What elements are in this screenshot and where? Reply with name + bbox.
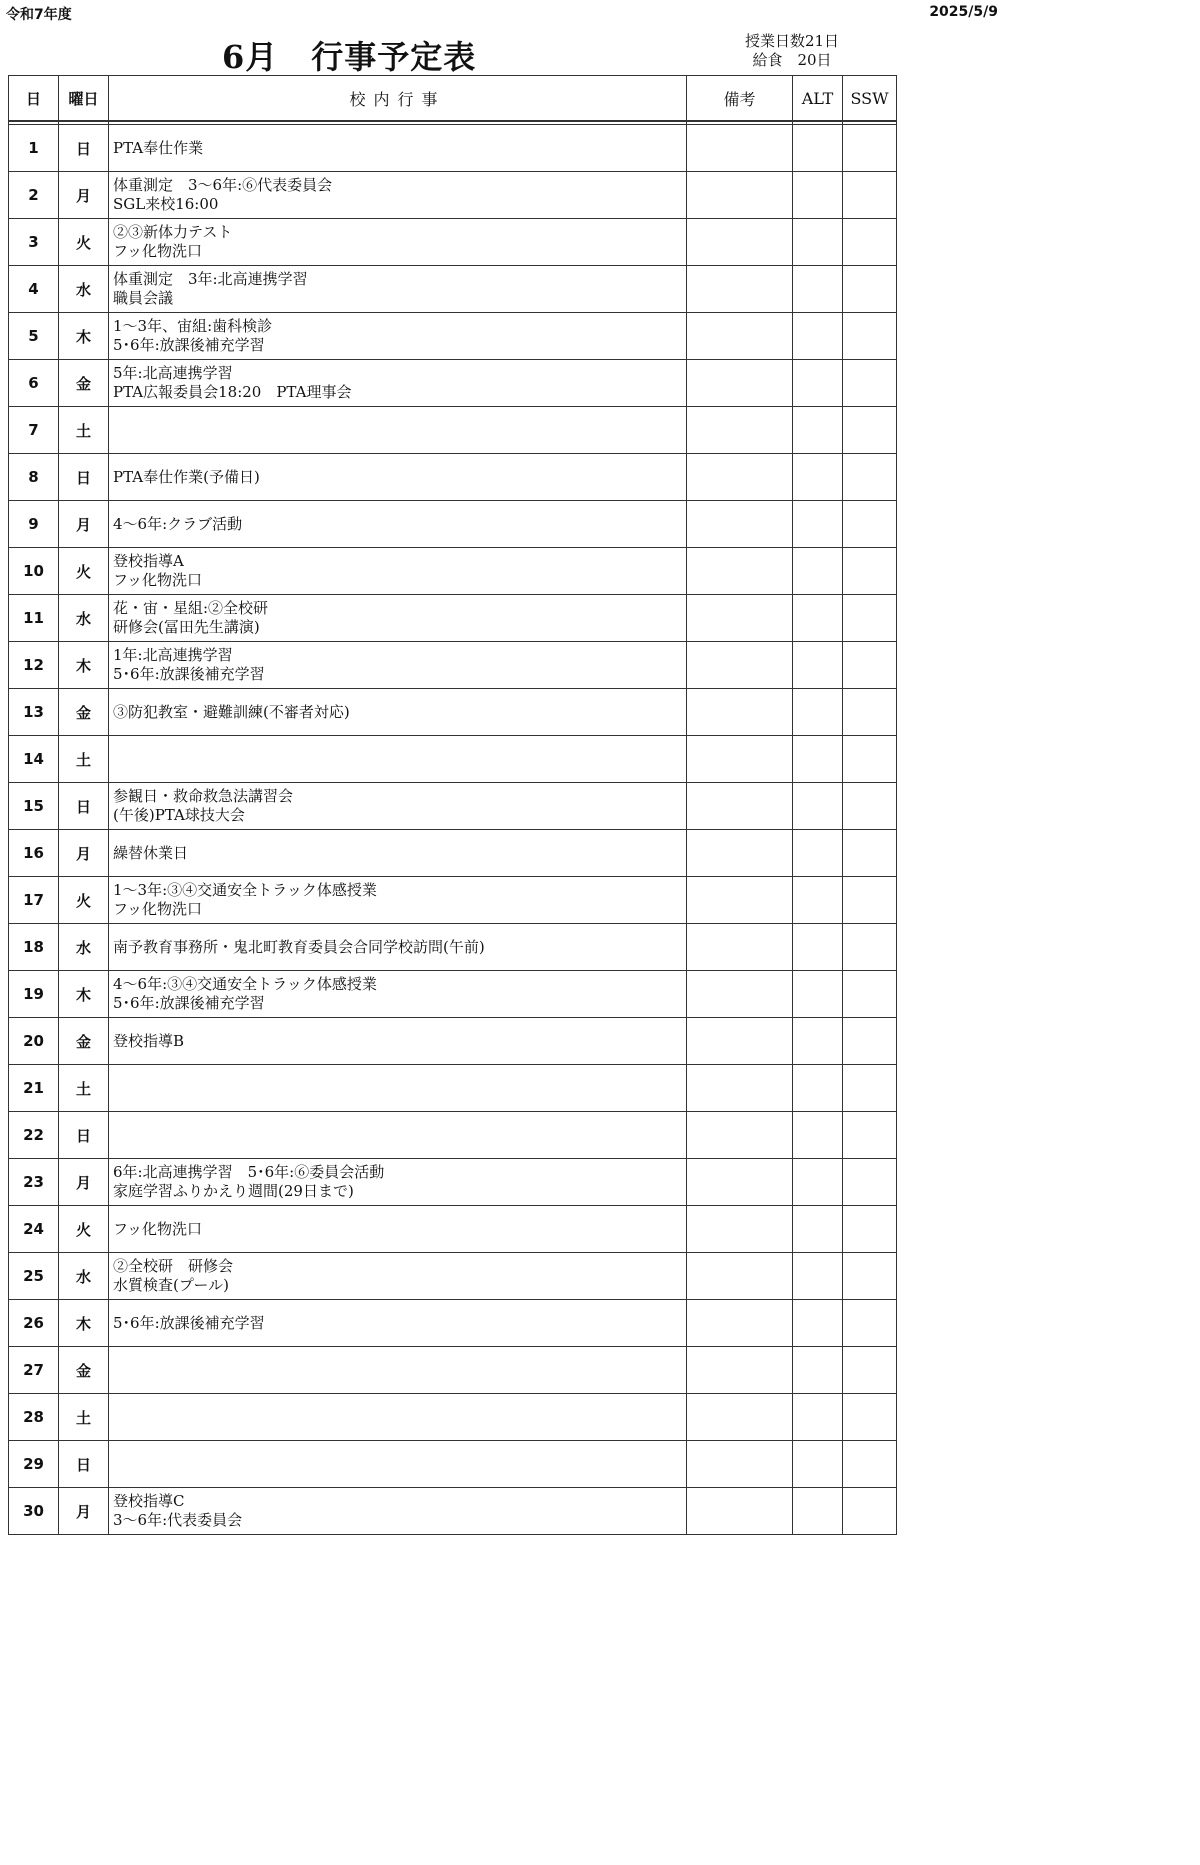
issue-date: 2025/5/9	[929, 4, 998, 20]
event-line: 研修会(冨田先生講演)	[113, 618, 260, 636]
notes-cell	[687, 172, 793, 219]
ssw-cell	[843, 1159, 897, 1206]
table-row	[9, 595, 897, 642]
event-line: 6年:北高連携学習 5･6年:⑥委員会活動	[113, 1163, 385, 1181]
ssw-cell	[843, 266, 897, 313]
table-row	[9, 548, 897, 595]
event-line: 1～3年:③④交通安全トラック体感授業	[113, 881, 377, 899]
day-cell: 20	[9, 1018, 59, 1065]
page-title: 6月 行事予定表	[222, 38, 477, 76]
day-cell: 23	[9, 1159, 59, 1206]
weekday-cell: 火	[59, 548, 109, 595]
events-cell	[109, 360, 687, 407]
weekday-cell: 火	[59, 877, 109, 924]
ssw-cell	[843, 172, 897, 219]
table-row	[9, 172, 897, 219]
table-row	[9, 1394, 897, 1441]
ssw-cell	[843, 689, 897, 736]
day-cell: 9	[9, 501, 59, 548]
table-row	[9, 783, 897, 830]
alt-cell	[793, 1347, 843, 1394]
alt-cell	[793, 266, 843, 313]
event-line: ②全校研 研修会	[113, 1257, 234, 1275]
table-row	[9, 736, 897, 783]
class-days: 授業日数21日	[744, 32, 840, 50]
day-cell: 27	[9, 1347, 59, 1394]
alt-cell	[793, 1488, 843, 1535]
table-row	[9, 1018, 897, 1065]
event-line: 体重測定 3～6年:⑥代表委員会	[113, 176, 333, 194]
events-cell	[109, 595, 687, 642]
day-cell: 2	[9, 172, 59, 219]
ssw-cell	[843, 924, 897, 971]
event-line: 南予教育事務所・鬼北町教育委員会合同学校訪問(午前)	[113, 937, 485, 956]
table-row	[9, 1253, 897, 1300]
events-cell	[109, 172, 687, 219]
events-cell	[109, 1206, 687, 1253]
alt-cell	[793, 1018, 843, 1065]
ssw-cell	[843, 1300, 897, 1347]
event-line: 5年:北高連携学習	[113, 364, 233, 382]
table-row	[9, 407, 897, 454]
weekday-cell: 土	[59, 407, 109, 454]
table-row	[9, 971, 897, 1018]
events-cell	[109, 689, 687, 736]
weekday-cell: 月	[59, 1488, 109, 1535]
weekday-cell: 水	[59, 1253, 109, 1300]
events-cell	[109, 1441, 687, 1488]
event-line: 4～6年:クラブ活動	[113, 514, 243, 533]
ssw-cell	[843, 1206, 897, 1253]
alt-cell	[793, 924, 843, 971]
event-line: (午後)PTA球技大会	[113, 806, 245, 824]
event-line: 参観日・救命救急法講習会	[113, 787, 294, 805]
weekday-cell: 日	[59, 783, 109, 830]
events-cell	[109, 1347, 687, 1394]
weekday-cell: 木	[59, 1300, 109, 1347]
events-cell	[109, 1253, 687, 1300]
weekday-cell: 月	[59, 830, 109, 877]
ssw-cell	[843, 971, 897, 1018]
weekday-cell: 金	[59, 689, 109, 736]
event-line: フッ化物洗口	[113, 571, 202, 589]
weekday-cell: 金	[59, 360, 109, 407]
events-cell	[109, 1488, 687, 1535]
ssw-cell	[843, 501, 897, 548]
events-cell	[109, 783, 687, 830]
day-cell: 19	[9, 971, 59, 1018]
header-row	[9, 76, 897, 122]
event-line: 5･6年:放課後補充学習	[113, 336, 265, 354]
notes-cell	[687, 1206, 793, 1253]
events-cell	[109, 971, 687, 1018]
day-cell: 11	[9, 595, 59, 642]
notes-cell	[687, 501, 793, 548]
events-cell	[109, 454, 687, 501]
day-cell: 15	[9, 783, 59, 830]
table-row	[9, 924, 897, 971]
day-cell: 30	[9, 1488, 59, 1535]
notes-cell	[687, 689, 793, 736]
schedule-body	[9, 125, 897, 1535]
weekday-cell: 土	[59, 1394, 109, 1441]
event-line: PTA広報委員会18:20 PTA理事会	[113, 383, 352, 401]
alt-cell	[793, 642, 843, 689]
event-line: 4～6年:③④交通安全トラック体感授業	[113, 975, 377, 993]
notes-cell	[687, 266, 793, 313]
alt-cell	[793, 501, 843, 548]
weekday-cell: 土	[59, 1065, 109, 1112]
day-cell: 12	[9, 642, 59, 689]
table-row	[9, 877, 897, 924]
table-row	[9, 219, 897, 266]
notes-cell	[687, 219, 793, 266]
alt-cell	[793, 1159, 843, 1206]
event-line: 家庭学習ふりかえり週間(29日まで)	[113, 1182, 354, 1200]
day-cell: 6	[9, 360, 59, 407]
events-cell	[109, 548, 687, 595]
events-cell	[109, 1300, 687, 1347]
ssw-cell	[843, 548, 897, 595]
event-line: フッ化物洗口	[113, 900, 202, 918]
day-cell: 17	[9, 877, 59, 924]
ssw-cell	[843, 877, 897, 924]
events-cell	[109, 1394, 687, 1441]
day-cell: 13	[9, 689, 59, 736]
table-row	[9, 1159, 897, 1206]
table-row	[9, 501, 897, 548]
notes-cell	[687, 1112, 793, 1159]
event-line: 1～3年、宙組:歯科検診	[113, 317, 273, 335]
events-cell	[109, 266, 687, 313]
event-line: 繰替休業日	[113, 843, 189, 862]
event-line: ②③新体力テスト	[113, 223, 233, 241]
weekday-cell: 金	[59, 1347, 109, 1394]
events-cell	[109, 1159, 687, 1206]
table-row	[9, 642, 897, 689]
alt-cell	[793, 783, 843, 830]
events-cell	[109, 642, 687, 689]
weekday-cell: 金	[59, 1018, 109, 1065]
ssw-cell	[843, 1394, 897, 1441]
events-cell	[109, 313, 687, 360]
weekday-cell: 日	[59, 1441, 109, 1488]
event-line: 職員会議	[113, 289, 174, 307]
events-cell	[109, 501, 687, 548]
events-cell	[109, 877, 687, 924]
col-weekday-header: 曜日	[59, 76, 109, 122]
ssw-cell	[843, 407, 897, 454]
events-cell	[109, 736, 687, 783]
weekday-cell: 木	[59, 971, 109, 1018]
col-events-header: 校内行事	[109, 76, 687, 122]
notes-cell	[687, 642, 793, 689]
day-cell: 18	[9, 924, 59, 971]
event-line: フッ化物洗口	[113, 1219, 202, 1238]
notes-cell	[687, 736, 793, 783]
alt-cell	[793, 219, 843, 266]
notes-cell	[687, 783, 793, 830]
day-cell: 25	[9, 1253, 59, 1300]
notes-cell	[687, 830, 793, 877]
notes-cell	[687, 1018, 793, 1065]
alt-cell	[793, 454, 843, 501]
table-row	[9, 313, 897, 360]
events-cell	[109, 219, 687, 266]
ssw-cell	[843, 1018, 897, 1065]
alt-cell	[793, 595, 843, 642]
table-row	[9, 1347, 897, 1394]
event-line: 5･6年:放課後補充学習	[113, 994, 265, 1012]
ssw-cell	[843, 736, 897, 783]
alt-cell	[793, 125, 843, 172]
alt-cell	[793, 1441, 843, 1488]
alt-cell	[793, 360, 843, 407]
col-notes-header: 備考	[687, 76, 793, 122]
notes-cell	[687, 971, 793, 1018]
event-line: フッ化物洗口	[113, 242, 202, 260]
table-row	[9, 360, 897, 407]
notes-cell	[687, 877, 793, 924]
alt-cell	[793, 1206, 843, 1253]
day-cell: 29	[9, 1441, 59, 1488]
table-row	[9, 1065, 897, 1112]
alt-cell	[793, 971, 843, 1018]
weekday-cell: 水	[59, 924, 109, 971]
event-line: 水質検査(プール)	[113, 1276, 229, 1294]
event-line: PTA奉仕作業(予備日)	[113, 467, 260, 486]
weekday-cell: 日	[59, 454, 109, 501]
day-cell: 5	[9, 313, 59, 360]
day-cell: 21	[9, 1065, 59, 1112]
notes-cell	[687, 407, 793, 454]
alt-cell	[793, 172, 843, 219]
col-day-header: 日	[9, 76, 59, 122]
alt-cell	[793, 1394, 843, 1441]
weekday-cell: 木	[59, 642, 109, 689]
table-row	[9, 830, 897, 877]
weekday-cell: 土	[59, 736, 109, 783]
notes-cell	[687, 1488, 793, 1535]
table-row	[9, 266, 897, 313]
events-cell	[109, 125, 687, 172]
event-line: 登校指導A	[113, 552, 184, 570]
table-row	[9, 689, 897, 736]
events-cell	[109, 407, 687, 454]
table-row	[9, 1112, 897, 1159]
notes-cell	[687, 1441, 793, 1488]
event-line: ③防犯教室・避難訓練(不審者対応)	[113, 702, 350, 721]
col-alt-header: ALT	[793, 76, 843, 122]
day-cell: 14	[9, 736, 59, 783]
notes-cell	[687, 1253, 793, 1300]
day-cell: 10	[9, 548, 59, 595]
day-cell: 7	[9, 407, 59, 454]
alt-cell	[793, 1300, 843, 1347]
notes-cell	[687, 1065, 793, 1112]
ssw-cell	[843, 1112, 897, 1159]
event-line: SGL来校16:00	[113, 195, 219, 213]
day-cell: 3	[9, 219, 59, 266]
weekday-cell: 月	[59, 172, 109, 219]
day-cell: 26	[9, 1300, 59, 1347]
weekday-cell: 火	[59, 1206, 109, 1253]
notes-cell	[687, 1159, 793, 1206]
ssw-cell	[843, 219, 897, 266]
col-ssw-header: SSW	[843, 76, 897, 122]
ssw-cell	[843, 1488, 897, 1535]
table-row	[9, 1206, 897, 1253]
ssw-cell	[843, 454, 897, 501]
notes-cell	[687, 595, 793, 642]
events-cell	[109, 1018, 687, 1065]
weekday-cell: 日	[59, 1112, 109, 1159]
day-cell: 22	[9, 1112, 59, 1159]
events-cell	[109, 1065, 687, 1112]
ssw-cell	[843, 313, 897, 360]
weekday-cell: 木	[59, 313, 109, 360]
notes-cell	[687, 454, 793, 501]
events-cell	[109, 1112, 687, 1159]
notes-cell	[687, 1347, 793, 1394]
ssw-cell	[843, 125, 897, 172]
weekday-cell: 火	[59, 219, 109, 266]
notes-cell	[687, 1394, 793, 1441]
day-cell: 24	[9, 1206, 59, 1253]
events-cell	[109, 830, 687, 877]
alt-cell	[793, 1253, 843, 1300]
table-row	[9, 125, 897, 172]
event-line: 5･6年:放課後補充学習	[113, 1313, 265, 1332]
event-line: 1年:北高連携学習	[113, 646, 233, 664]
ssw-cell	[843, 830, 897, 877]
notes-cell	[687, 125, 793, 172]
day-cell: 1	[9, 125, 59, 172]
alt-cell	[793, 830, 843, 877]
day-cell: 16	[9, 830, 59, 877]
notes-cell	[687, 313, 793, 360]
event-line: 登校指導B	[113, 1031, 185, 1050]
schedule-table	[8, 75, 897, 1535]
notes-cell	[687, 548, 793, 595]
day-stats	[736, 32, 848, 70]
table-row	[9, 1488, 897, 1535]
event-line: PTA奉仕作業	[113, 138, 204, 157]
alt-cell	[793, 736, 843, 783]
weekday-cell: 水	[59, 266, 109, 313]
event-line: 5･6年:放課後補充学習	[113, 665, 265, 683]
ssw-cell	[843, 360, 897, 407]
event-line: 体重測定 3年:北高連携学習	[113, 270, 308, 288]
fiscal-year: 令和7年度	[6, 7, 72, 23]
ssw-cell	[843, 1347, 897, 1394]
alt-cell	[793, 877, 843, 924]
table-row	[9, 1300, 897, 1347]
weekday-cell: 月	[59, 501, 109, 548]
notes-cell	[687, 924, 793, 971]
ssw-cell	[843, 1441, 897, 1488]
ssw-cell	[843, 1065, 897, 1112]
ssw-cell	[843, 783, 897, 830]
lunch-days: 給食 20日	[752, 51, 832, 69]
table-row	[9, 454, 897, 501]
weekday-cell: 水	[59, 595, 109, 642]
event-line: 花・宙・星組:②全校研	[113, 599, 269, 617]
weekday-cell: 月	[59, 1159, 109, 1206]
table-row	[9, 1441, 897, 1488]
notes-cell	[687, 1300, 793, 1347]
day-cell: 8	[9, 454, 59, 501]
ssw-cell	[843, 642, 897, 689]
ssw-cell	[843, 1253, 897, 1300]
event-line: 登校指導C	[113, 1492, 185, 1510]
ssw-cell	[843, 595, 897, 642]
day-cell: 4	[9, 266, 59, 313]
alt-cell	[793, 407, 843, 454]
notes-cell	[687, 360, 793, 407]
alt-cell	[793, 1065, 843, 1112]
weekday-cell: 日	[59, 125, 109, 172]
alt-cell	[793, 1112, 843, 1159]
events-cell	[109, 924, 687, 971]
event-line: 3～6年:代表委員会	[113, 1511, 243, 1529]
alt-cell	[793, 548, 843, 595]
day-cell: 28	[9, 1394, 59, 1441]
alt-cell	[793, 313, 843, 360]
alt-cell	[793, 689, 843, 736]
